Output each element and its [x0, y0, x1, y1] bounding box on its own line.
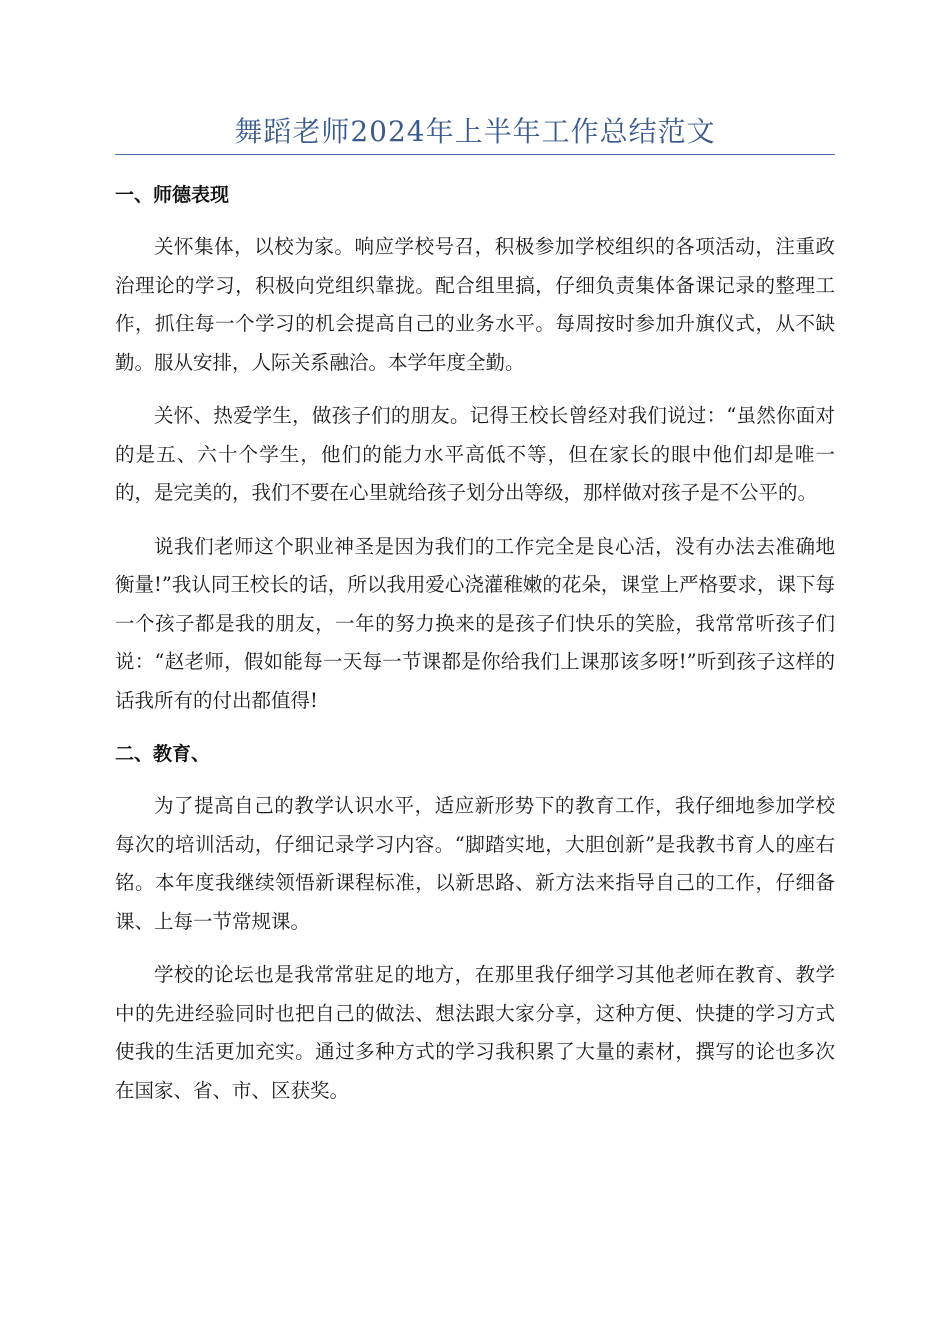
paragraph: 关怀、热爱学生，做孩子们的朋友。记得王校长曾经对我们说过：“虽然你面对的是五、六十个学生，他们的能力水平高低不等，但在家长的眼中他们却是唯一的，是完美的，我们不要在心里就给孩子划分出等级，那样做对孩子是不公平的。 [115, 404, 835, 504]
section-ethics [115, 176, 835, 720]
title-underline [115, 154, 835, 155]
paragraph: 关怀集体，以校为家。响应学校号召，积极参加学校组织的各项活动，注重政治理论的学习，积极向党组织靠拢。配合组里搞，仔细负责集体备课记录的整理工作，抓住每一个学习的机会提高自己的业务水平。每周按时参加升旗仪式，从不缺勤。服从安排，人际关系融洽。本学年度全勤。 [115, 235, 835, 374]
paragraph: 学校的论坛也是我常常驻足的地方，在那里我仔细学习其他老师在教育、教学中的先进经验同时也把自己的做法、想法跟大家分享，这种方便、快捷的学习方式使我的生活更加充实。通过多种方式的学习我积累了大量的素材，撰写的论也多次在国家、省、市、区获奖。 [115, 963, 835, 1102]
document-title: 舞蹈老师2024年上半年工作总结范文 [234, 115, 716, 148]
paragraph: 为了提高自己的教学认识水平，适应新形势下的教育工作，我仔细地参加学校每次的培训活动，仔细记录学习内容。“脚踏实地，大胆创新”是我教书育人的座右铭。本年度我继续领悟新课程标准，以新思路、新方法来指导自己的工作，仔细备课、上每一节常规课。 [115, 794, 835, 933]
section-heading: 二、教育、 [115, 743, 211, 765]
section-heading: 一、师德表现 [115, 184, 230, 206]
paragraph: 说我们老师这个职业神圣是因为我们的工作完全是良心活，没有办法去准确地衡量!”我认同王校长的话，所以我用爱心浇灌稚嫩的花朵，课堂上严格要求，课下每一个孩子都是我的朋友，一年的努力换来的是孩子们快乐的笑脸，我常常听孩子们说：“赵老师，假如能每一天每一节课都是你给我们上课那该多呀!”听到孩子这样的话我所有的付出都值得! [115, 534, 835, 712]
section-education [115, 735, 835, 1110]
document-body [115, 176, 835, 1125]
